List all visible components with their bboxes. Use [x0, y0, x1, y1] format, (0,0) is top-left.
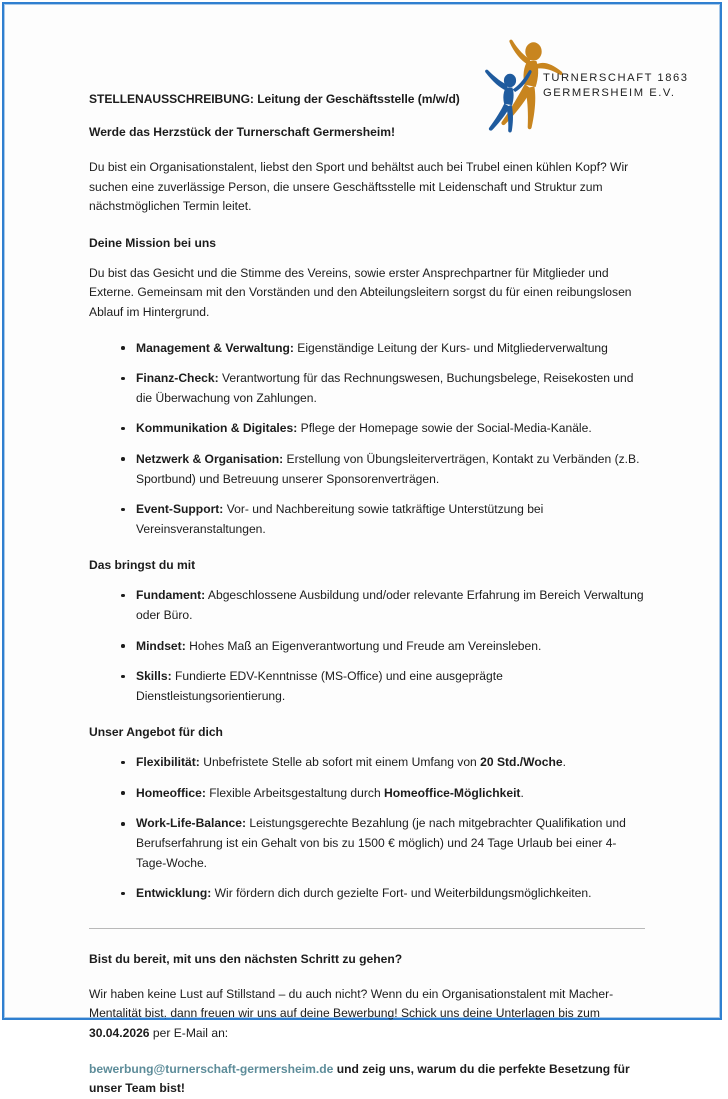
page-title: STELLENAUSSCHREIBUNG: Leitung der Geschäftsstelle (m/w/d): [89, 92, 460, 106]
list-item-lead: Management & Verwaltung:: [136, 340, 294, 355]
list-item: [89, 369, 645, 408]
list-item-text: Pflege der Homepage sowie der Social-Media-Kanäle.: [297, 421, 592, 436]
bullet-dot-icon: [121, 508, 125, 512]
list-item-text: Vor- und Nachbereitung sowie tatkräftige Unterstützung bei Vereinsveranstaltungen.: [136, 502, 544, 536]
list-item-emphasis: Homeoffice-Möglichkeit: [384, 785, 521, 800]
list-item: [89, 667, 645, 706]
intro-paragraph: Du bist ein Organisationstalent, liebst den Sport und behältst auch bei Trubel einen kühlen Kopf? Wir suchen eine zuverlässige Person, die unsere Geschäftsstelle mit Leidenschaft und Struktur zum nächstmöglichen Termin leitet.: [89, 160, 629, 214]
list-item-lead: Event-Support:: [136, 502, 224, 517]
bullet-dot-icon: [121, 346, 125, 350]
list-item-lead: Finanz-Check:: [136, 371, 219, 386]
list-item-lead: Mindset:: [136, 638, 186, 653]
list-item-lead: Fundament:: [136, 588, 206, 603]
document-page-frame: [2, 2, 722, 1096]
list-item: [89, 500, 645, 539]
bullet-dot-icon: [121, 822, 125, 826]
bullet-dot-icon: [121, 594, 125, 598]
contact-line: [89, 1060, 645, 1099]
section-divider: [89, 928, 645, 929]
list-item-text: Abgeschlossene Ausbildung und/oder relevante Erfahrung im Bereich Verwaltung oder Büro.: [136, 588, 644, 622]
list-item: [89, 419, 645, 439]
list-item-lead: Netzwerk & Organisation:: [136, 451, 284, 466]
requirements-bullet-list: [89, 586, 645, 706]
closing-paragraph: [89, 985, 645, 1044]
list-item-lead: Kommunikation & Digitales:: [136, 421, 298, 436]
list-item-text-tail: .: [520, 785, 524, 800]
page-subtitle: Werde das Herzstück der Turnerschaft Germersheim!: [89, 125, 396, 139]
closing-heading: Bist du bereit, mit uns den nächsten Schritt zu gehen?: [89, 951, 403, 966]
list-item: [89, 339, 645, 359]
document-page: [4, 4, 720, 1096]
list-item: [89, 450, 645, 489]
list-item: [89, 784, 645, 804]
list-item-text-tail: .: [562, 755, 566, 770]
list-item-text: Leistungsgerechte Bezahlung (je nach mitgebrachter Qualifikation und Berufserfahrung ist ein Gehalt von bis zu 1500 € möglich) und 24 Tage Urlaub bei einer 4-Tage-Woche.: [136, 816, 626, 870]
list-item-text: Verantwortung für das Rechnungswesen, Buchungsbelege, Reisekosten und die Überwachung von Zahlungen.: [136, 371, 634, 405]
bullet-dot-icon: [121, 761, 125, 765]
logo-wordmark-line1: TURNERSCHAFT 1863: [543, 72, 689, 84]
application-deadline: 30.04.2026: [89, 1026, 150, 1041]
call-to-action-text: und zeig uns, warum du die perfekte Besetzung für unser Team bist!: [89, 1061, 630, 1096]
bullet-dot-icon: [121, 791, 125, 795]
offer-bullet-list: [89, 753, 645, 904]
logo-wordmark-line2: GERMERSHEIM E.V.: [543, 87, 676, 99]
bullet-dot-icon: [121, 427, 125, 431]
list-item: [89, 814, 645, 873]
list-item-lead: Flexibilität:: [136, 755, 200, 770]
list-item-text: Wir fördern dich durch gezielte Fort- und Weiterbildungsmöglichkeiten.: [211, 886, 592, 901]
closing-text-after: per E-Mail an:: [149, 1026, 229, 1041]
mission-paragraph: Du bist das Gesicht und die Stimme des Vereins, sowie erster Ansprechpartner für Mitglieder und Externe. Gemeinsam mit den Vorständen und den Abteilungsleitern sorgst du für einen reibungslosen Ablauf im Hintergrund.: [89, 265, 632, 319]
bullet-dot-icon: [121, 644, 125, 648]
list-item-text: Fundierte EDV-Kenntnisse (MS-Office) und eine ausgeprägte Dienstleistungsorientierung.: [136, 669, 503, 703]
list-item: [89, 586, 645, 625]
section-heading-mission: Deine Mission bei uns: [89, 235, 217, 250]
application-email-link[interactable]: bewerbung@turnerschaft-germersheim.de: [89, 1061, 334, 1076]
list-item: [89, 753, 645, 773]
closing-text-before: Wir haben keine Lust auf Stillstand – du auch nicht? Wenn du ein Organisationstalent mit Macher-Mentalität bist, dann freuen wir uns auf deine Bewerbung! Schick uns deine Unterlagen bis zum: [89, 986, 614, 1021]
bullet-dot-icon: [121, 892, 125, 896]
section-heading-offer: Unser Angebot für dich: [89, 725, 223, 740]
list-item-lead: Entwicklung:: [136, 886, 212, 901]
bullet-dot-icon: [121, 675, 125, 679]
list-item-lead: Skills:: [136, 669, 172, 684]
list-item-text: Hohes Maß an Eigenverantwortung und Freude am Vereinsleben.: [185, 638, 542, 653]
section-heading-requirements: Das bringst du mit: [89, 558, 196, 573]
list-item: [89, 884, 645, 904]
list-item-text: Eigenständige Leitung der Kurs- und Mitgliederverwaltung: [293, 340, 608, 355]
list-item-lead: Homeoffice:: [136, 785, 206, 800]
list-item-text: Flexible Arbeitsgestaltung durch: [205, 785, 385, 800]
document-content: [89, 90, 645, 1099]
list-item-text: Erstellung von Übungsleiterverträgen, Kontakt zu Verbänden (z.B. Sportbund) und Betreuung unserer Sponsorenverträgen.: [136, 451, 640, 486]
bullet-dot-icon: [121, 457, 125, 461]
list-item-lead: Work-Life-Balance:: [136, 816, 246, 831]
list-item-emphasis: 20 Std./Woche: [480, 755, 563, 770]
mission-bullet-list: [89, 339, 645, 540]
bullet-dot-icon: [121, 377, 125, 381]
list-item: [89, 637, 645, 657]
list-item-text: Unbefristete Stelle ab sofort mit einem Umfang von: [199, 755, 481, 770]
